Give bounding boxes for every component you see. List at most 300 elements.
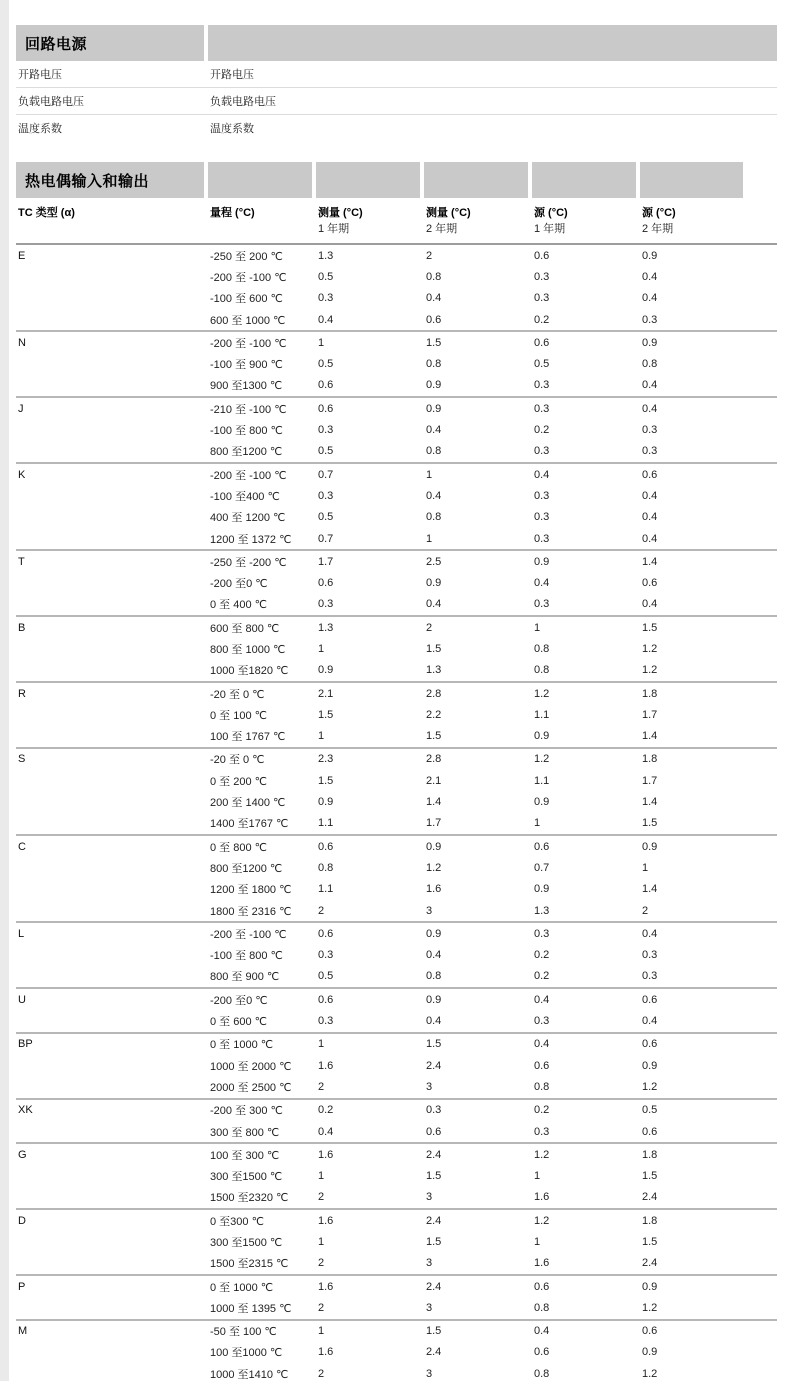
measure-2yr-cell: 1.5	[426, 730, 442, 743]
measure-2yr-cell: 0.4	[426, 489, 442, 502]
range-cell: -200 至0 ℃	[210, 578, 268, 591]
thermocouple-table-body	[16, 245, 777, 1384]
source-1yr-cell: 1.2	[534, 753, 550, 766]
measure-1yr-cell: 2	[318, 1080, 325, 1093]
measure-2yr-cell: 0.4	[426, 292, 442, 305]
measure-2yr-cell: 2	[426, 621, 433, 634]
table-row	[16, 375, 777, 396]
measure-2yr-cell: 1.5	[426, 1038, 442, 1051]
range-cell: 900 至1300 ℃	[210, 380, 283, 393]
measure-1yr-cell: 0.5	[318, 358, 334, 371]
column-sublabel: 2 年期	[426, 223, 458, 235]
range-cell: 100 至 300 ℃	[210, 1149, 280, 1162]
range-cell: 0 至300 ℃	[210, 1215, 264, 1228]
tc-type-group	[16, 923, 777, 989]
range-cell: 800 至 900 ℃	[210, 971, 280, 984]
section-gap	[16, 141, 777, 162]
measure-1yr-cell: 2	[318, 904, 325, 917]
source-1yr-cell: 0.4	[534, 993, 550, 1006]
tc-type-cell: K	[18, 468, 26, 481]
tc-type-cell: BP	[18, 1038, 33, 1051]
source-2yr-cell: 1.7	[642, 708, 658, 721]
source-1yr-cell: 0.8	[534, 664, 550, 677]
header-spacer	[747, 162, 777, 198]
source-2yr-cell: 1.5	[642, 1236, 658, 1248]
range-cell: -200 至 -100 ℃	[210, 928, 287, 941]
source-1yr-cell: 0.3	[534, 927, 550, 940]
range-cell: 0 至 100 ℃	[210, 709, 267, 722]
table-row	[16, 923, 777, 944]
measure-2yr-cell: 0.9	[426, 927, 442, 940]
measure-2yr-cell: 1.3	[426, 664, 442, 677]
tc-type-group	[16, 617, 777, 683]
table-row	[16, 617, 777, 638]
source-2yr-cell: 0.9	[642, 1346, 658, 1359]
table-row	[16, 749, 777, 770]
range-cell: 1200 至 1800 ℃	[210, 884, 292, 897]
measure-1yr-cell: 1.7	[318, 555, 334, 568]
source-1yr-cell: 0.2	[534, 970, 550, 983]
table-row	[16, 1076, 777, 1097]
source-2yr-cell: 0.6	[642, 993, 658, 1006]
source-2yr-cell: 1.5	[642, 817, 658, 830]
source-2yr-cell: 0.4	[642, 511, 658, 524]
measure-2yr-cell: 1.5	[426, 642, 442, 655]
source-2yr-cell: 0.6	[642, 468, 658, 481]
source-1yr-cell: 0.9	[534, 883, 550, 896]
source-2yr-cell: 0.6	[642, 1125, 658, 1138]
source-2yr-cell: 0.4	[642, 379, 658, 392]
source-2yr-cell: 0.3	[642, 949, 658, 962]
column-sublabel: 2 年期	[642, 223, 674, 235]
source-2yr-cell: 0.5	[642, 1104, 658, 1117]
range-cell: 0 至 600 ℃	[210, 1016, 267, 1029]
measure-2yr-cell: 2.4	[426, 1280, 442, 1293]
measure-2yr-cell: 0.9	[426, 840, 442, 853]
spec-label: 温度系数	[18, 123, 62, 135]
source-2yr-cell: 0.4	[642, 270, 658, 283]
measure-1yr-cell: 2.1	[318, 687, 334, 700]
source-1yr-cell: 0.8	[534, 642, 550, 655]
table-row	[16, 836, 777, 857]
range-cell: -200 至 -100 ℃	[210, 469, 287, 482]
source-2yr-cell: 1.4	[642, 796, 658, 809]
source-2yr-cell: 1.7	[642, 774, 658, 787]
table-row	[16, 966, 777, 987]
source-2yr-cell: 1.2	[642, 1301, 658, 1314]
table-row	[16, 464, 777, 485]
measure-1yr-cell: 2	[318, 1367, 325, 1380]
table-row	[16, 288, 777, 309]
range-cell: 600 至 800 ℃	[210, 622, 280, 635]
table-row	[16, 660, 777, 681]
spec-row	[16, 115, 777, 141]
measure-1yr-cell: 0.9	[318, 796, 334, 809]
measure-1yr-cell: 1	[318, 1236, 325, 1248]
source-2yr-cell: 0.4	[642, 927, 658, 940]
source-2yr-cell: 0.6	[642, 1325, 658, 1338]
measure-2yr-cell: 1	[426, 532, 433, 545]
measure-1yr-cell: 2	[318, 1301, 325, 1314]
tc-type-group	[16, 1144, 777, 1210]
source-2yr-cell: 1.8	[642, 1214, 658, 1227]
table-row	[16, 1231, 777, 1252]
table-row	[16, 1276, 777, 1297]
tc-type-cell: E	[18, 249, 26, 262]
spec-row	[16, 88, 777, 115]
table-row	[16, 704, 777, 725]
source-2yr-cell: 1.4	[642, 730, 658, 743]
table-row	[16, 1297, 777, 1318]
source-1yr-cell: 1	[534, 1236, 541, 1248]
table-row	[16, 857, 777, 878]
source-1yr-cell: 1	[534, 621, 541, 634]
table-row	[16, 879, 777, 900]
measure-2yr-cell: 0.8	[426, 511, 442, 524]
measure-1yr-cell: 1	[318, 1038, 325, 1051]
section-title: 回路电源	[25, 35, 88, 53]
measure-2yr-cell: 3	[426, 1301, 433, 1314]
table-row	[16, 441, 777, 462]
tc-type-group	[16, 245, 777, 332]
measure-2yr-cell: 0.4	[426, 949, 442, 962]
measure-2yr-cell: 2.8	[426, 753, 442, 766]
tc-type-group	[16, 1276, 777, 1321]
source-2yr-cell: 0.9	[642, 1059, 658, 1072]
measure-1yr-cell: 0.8	[318, 861, 334, 874]
measure-2yr-cell: 3	[426, 1191, 433, 1204]
source-1yr-cell: 1	[534, 1170, 541, 1183]
measure-2yr-cell: 2.4	[426, 1148, 442, 1161]
tc-type-group	[16, 332, 777, 398]
spec-value: 负载电路电压	[210, 96, 276, 108]
source-1yr-cell: 0.7	[534, 861, 550, 874]
loop-power-rows	[16, 61, 777, 141]
range-cell: 1800 至 2316 ℃	[210, 905, 292, 918]
tc-type-cell: D	[18, 1214, 26, 1227]
measure-1yr-cell: 1.5	[318, 774, 334, 787]
table-row	[16, 638, 777, 659]
range-cell: -200 至 300 ℃	[210, 1105, 283, 1118]
source-1yr-cell: 0.8	[534, 1080, 550, 1093]
tc-type-cell: B	[18, 621, 26, 634]
range-cell: 600 至 1000 ℃	[210, 314, 286, 327]
range-cell: 1000 至 2000 ℃	[210, 1060, 292, 1073]
range-cell: 200 至 1400 ℃	[210, 797, 286, 810]
tc-type-group	[16, 1210, 777, 1276]
column-label: 测量 (°C)	[318, 207, 363, 219]
source-2yr-cell: 0.4	[642, 402, 658, 415]
range-cell: -100 至 600 ℃	[210, 293, 283, 306]
measure-1yr-cell: 0.6	[318, 577, 334, 590]
tc-type-group	[16, 836, 777, 923]
measure-2yr-cell: 0.8	[426, 358, 442, 371]
range-cell: 800 至 1000 ℃	[210, 643, 286, 656]
measure-2yr-cell: 0.4	[426, 598, 442, 611]
source-1yr-cell: 1.6	[534, 1257, 550, 1270]
source-2yr-cell: 1.2	[642, 642, 658, 655]
measure-2yr-cell: 0.9	[426, 402, 442, 415]
table-row	[16, 1253, 777, 1274]
source-1yr-cell: 0.3	[534, 511, 550, 524]
table-row	[16, 419, 777, 440]
table-row	[16, 813, 777, 834]
measure-2yr-cell: 3	[426, 1257, 433, 1270]
table-row	[16, 1342, 777, 1363]
source-2yr-cell: 0.3	[642, 313, 658, 326]
source-1yr-cell: 0.2	[534, 313, 550, 326]
source-2yr-cell: 1	[642, 861, 649, 874]
tc-type-cell: J	[18, 402, 24, 415]
measure-1yr-cell: 0.6	[318, 379, 334, 392]
measure-1yr-cell: 1.6	[318, 1059, 334, 1072]
tc-type-cell: S	[18, 753, 26, 766]
range-cell: 1000 至1820 ℃	[210, 665, 289, 678]
range-cell: 0 至 1000 ℃	[210, 1039, 274, 1052]
source-2yr-cell: 1.8	[642, 753, 658, 766]
source-2yr-cell: 0.4	[642, 532, 658, 545]
tc-type-cell: G	[18, 1148, 27, 1161]
source-1yr-cell: 0.6	[534, 1280, 550, 1293]
source-1yr-cell: 0.3	[534, 292, 550, 305]
source-2yr-cell: 1.4	[642, 555, 658, 568]
measure-1yr-cell: 1	[318, 336, 325, 349]
measure-1yr-cell: 1.6	[318, 1280, 334, 1293]
source-1yr-cell: 0.3	[534, 489, 550, 502]
tc-type-cell: XK	[18, 1104, 33, 1117]
source-1yr-cell: 0.6	[534, 249, 550, 262]
range-cell: -200 至 -100 ℃	[210, 337, 287, 350]
table-row	[16, 1055, 777, 1076]
source-1yr-cell: 1.1	[534, 774, 550, 787]
column-sublabel: 1 年期	[534, 223, 566, 235]
measure-2yr-cell: 1.4	[426, 796, 442, 809]
measure-2yr-cell: 2.4	[426, 1059, 442, 1072]
spec-row	[16, 61, 777, 88]
table-row	[16, 900, 777, 921]
source-2yr-cell: 1.5	[642, 1170, 658, 1183]
measure-2yr-cell: 2.1	[426, 774, 442, 787]
range-cell: -20 至 0 ℃	[210, 754, 265, 767]
source-1yr-cell: 0.6	[534, 840, 550, 853]
table-row	[16, 1187, 777, 1208]
source-1yr-cell: 0.5	[534, 358, 550, 371]
tc-type-group	[16, 464, 777, 551]
measure-2yr-cell: 0.6	[426, 1125, 442, 1138]
table-row	[16, 572, 777, 593]
measure-1yr-cell: 0.2	[318, 1104, 334, 1117]
range-cell: 0 至 400 ℃	[210, 599, 267, 612]
column-tc-type	[16, 205, 208, 237]
measure-2yr-cell: 3	[426, 1367, 433, 1380]
measure-1yr-cell: 0.6	[318, 840, 334, 853]
measure-1yr-cell: 1	[318, 1170, 325, 1183]
source-2yr-cell: 0.4	[642, 598, 658, 611]
measure-1yr-cell: 2	[318, 1257, 325, 1270]
source-2yr-cell: 2	[642, 904, 649, 917]
range-cell: 300 至 800 ℃	[210, 1126, 280, 1139]
range-cell: 1200 至 1372 ℃	[210, 533, 292, 546]
measure-1yr-cell: 1.1	[318, 817, 334, 830]
source-2yr-cell: 2.4	[642, 1257, 658, 1270]
range-cell: -210 至 -100 ℃	[210, 403, 287, 416]
range-cell: -50 至 100 ℃	[210, 1326, 277, 1339]
tc-type-group	[16, 683, 777, 749]
range-cell: 2000 至 2500 ℃	[210, 1081, 292, 1094]
source-2yr-cell: 0.4	[642, 489, 658, 502]
measure-2yr-cell: 1.2	[426, 861, 442, 874]
measure-2yr-cell: 0.4	[426, 424, 442, 437]
source-1yr-cell: 0.6	[534, 336, 550, 349]
measure-1yr-cell: 0.5	[318, 270, 334, 283]
measure-1yr-cell: 0.9	[318, 664, 334, 677]
measure-1yr-cell: 0.7	[318, 468, 334, 481]
table-row	[16, 726, 777, 747]
tc-type-group	[16, 551, 777, 617]
spec-label: 负载电路电压	[18, 96, 84, 108]
measure-1yr-cell: 2	[318, 1191, 325, 1204]
measure-1yr-cell: 0.5	[318, 445, 334, 458]
source-1yr-cell: 1.2	[534, 1148, 550, 1161]
measure-2yr-cell: 0.6	[426, 313, 442, 326]
tc-type-cell: R	[18, 687, 26, 700]
source-1yr-cell: 0.3	[534, 445, 550, 458]
source-2yr-cell: 1.2	[642, 1367, 658, 1380]
range-cell: 1500 至2315 ℃	[210, 1258, 289, 1271]
table-row	[16, 791, 777, 812]
source-2yr-cell: 0.4	[642, 292, 658, 305]
source-1yr-cell: 0.6	[534, 1346, 550, 1359]
measure-2yr-cell: 2.4	[426, 1346, 442, 1359]
source-1yr-cell: 1.2	[534, 1214, 550, 1227]
tc-type-cell: T	[18, 555, 25, 568]
range-cell: 800 至1200 ℃	[210, 862, 283, 875]
thermocouple-section-header	[16, 162, 777, 198]
range-cell: 1000 至 1395 ℃	[210, 1302, 292, 1315]
measure-1yr-cell: 0.5	[318, 511, 334, 524]
column-label: 源 (°C)	[534, 207, 568, 219]
table-row	[16, 398, 777, 419]
measure-2yr-cell: 0.8	[426, 270, 442, 283]
source-2yr-cell: 0.9	[642, 840, 658, 853]
measure-1yr-cell: 1.6	[318, 1346, 334, 1359]
spec-label: 开路电压	[18, 69, 62, 81]
measure-2yr-cell: 1.5	[426, 336, 442, 349]
range-cell: 100 至 1767 ℃	[210, 731, 286, 744]
source-2yr-cell: 2.4	[642, 1191, 658, 1204]
column-range	[208, 205, 316, 237]
column-measure-2yr	[424, 205, 532, 237]
loop-power-title-cell	[16, 25, 204, 61]
source-1yr-cell: 0.2	[534, 949, 550, 962]
tc-type-group	[16, 1034, 777, 1100]
range-cell: -200 至 -100 ℃	[210, 271, 287, 284]
source-2yr-cell: 1.5	[642, 621, 658, 634]
tc-type-group	[16, 1321, 777, 1384]
measure-1yr-cell: 0.3	[318, 1015, 334, 1028]
measure-1yr-cell: 0.6	[318, 402, 334, 415]
source-1yr-cell: 0.8	[534, 1301, 550, 1314]
source-1yr-cell: 1.3	[534, 904, 550, 917]
measure-1yr-cell: 2.3	[318, 753, 334, 766]
source-1yr-cell: 0.2	[534, 1104, 550, 1117]
measure-2yr-cell: 2.5	[426, 555, 442, 568]
header-cell	[640, 162, 743, 198]
source-1yr-cell: 1.1	[534, 708, 550, 721]
column-source-1yr	[532, 205, 640, 237]
header-cell	[424, 162, 528, 198]
tc-type-cell: P	[18, 1280, 26, 1293]
source-2yr-cell: 1.2	[642, 1080, 658, 1093]
source-1yr-cell: 0.9	[534, 796, 550, 809]
column-label: 测量 (°C)	[426, 207, 471, 219]
measure-2yr-cell: 0.8	[426, 970, 442, 983]
measure-2yr-cell: 1.7	[426, 817, 442, 830]
source-1yr-cell: 0.4	[534, 1325, 550, 1338]
tc-type-cell: C	[18, 840, 26, 853]
measure-2yr-cell: 2.8	[426, 687, 442, 700]
measure-1yr-cell: 0.3	[318, 424, 334, 437]
source-1yr-cell: 0.3	[534, 532, 550, 545]
source-1yr-cell: 0.3	[534, 402, 550, 415]
source-2yr-cell: 0.4	[642, 1015, 658, 1028]
range-cell: 0 至 1000 ℃	[210, 1281, 274, 1294]
range-cell: 300 至1500 ℃	[210, 1237, 283, 1249]
source-2yr-cell: 0.8	[642, 358, 658, 371]
range-cell: 100 至1000 ℃	[210, 1347, 283, 1360]
range-cell: 1000 至1410 ℃	[210, 1368, 289, 1381]
table-row	[16, 528, 777, 549]
measure-1yr-cell: 0.6	[318, 993, 334, 1006]
measure-2yr-cell: 3	[426, 1080, 433, 1093]
range-cell: -250 至 -200 ℃	[210, 556, 287, 569]
column-label: 量程 (°C)	[210, 207, 255, 219]
table-row	[16, 332, 777, 353]
source-1yr-cell: 0.4	[534, 577, 550, 590]
range-cell: -20 至 0 ℃	[210, 688, 265, 701]
section-title: 热电偶输入和输出	[25, 172, 150, 190]
measure-1yr-cell: 1.6	[318, 1148, 334, 1161]
table-row	[16, 1165, 777, 1186]
source-1yr-cell: 0.2	[534, 424, 550, 437]
table-row	[16, 485, 777, 506]
header-cell	[316, 162, 420, 198]
tc-type-group	[16, 1100, 777, 1145]
thermocouple-title-cell	[16, 162, 204, 198]
column-measure-1yr	[316, 205, 424, 237]
source-2yr-cell: 0.3	[642, 445, 658, 458]
measure-1yr-cell: 1.3	[318, 621, 334, 634]
measure-1yr-cell: 0.3	[318, 598, 334, 611]
table-row	[16, 245, 777, 266]
range-cell: -100 至 900 ℃	[210, 359, 283, 372]
source-1yr-cell: 0.3	[534, 598, 550, 611]
tc-type-group	[16, 749, 777, 836]
source-1yr-cell: 0.4	[534, 1038, 550, 1051]
range-cell: 300 至1500 ℃	[210, 1171, 283, 1184]
table-row	[16, 945, 777, 966]
tc-type-cell: L	[18, 927, 25, 940]
table-row	[16, 1144, 777, 1165]
measure-2yr-cell: 1	[426, 468, 433, 481]
source-1yr-cell: 1	[534, 817, 541, 830]
measure-2yr-cell: 2.2	[426, 708, 442, 721]
measure-1yr-cell: 0.3	[318, 489, 334, 502]
column-label: 源 (°C)	[642, 207, 676, 219]
source-2yr-cell: 0.9	[642, 336, 658, 349]
measure-2yr-cell: 3	[426, 904, 433, 917]
table-row	[16, 989, 777, 1010]
